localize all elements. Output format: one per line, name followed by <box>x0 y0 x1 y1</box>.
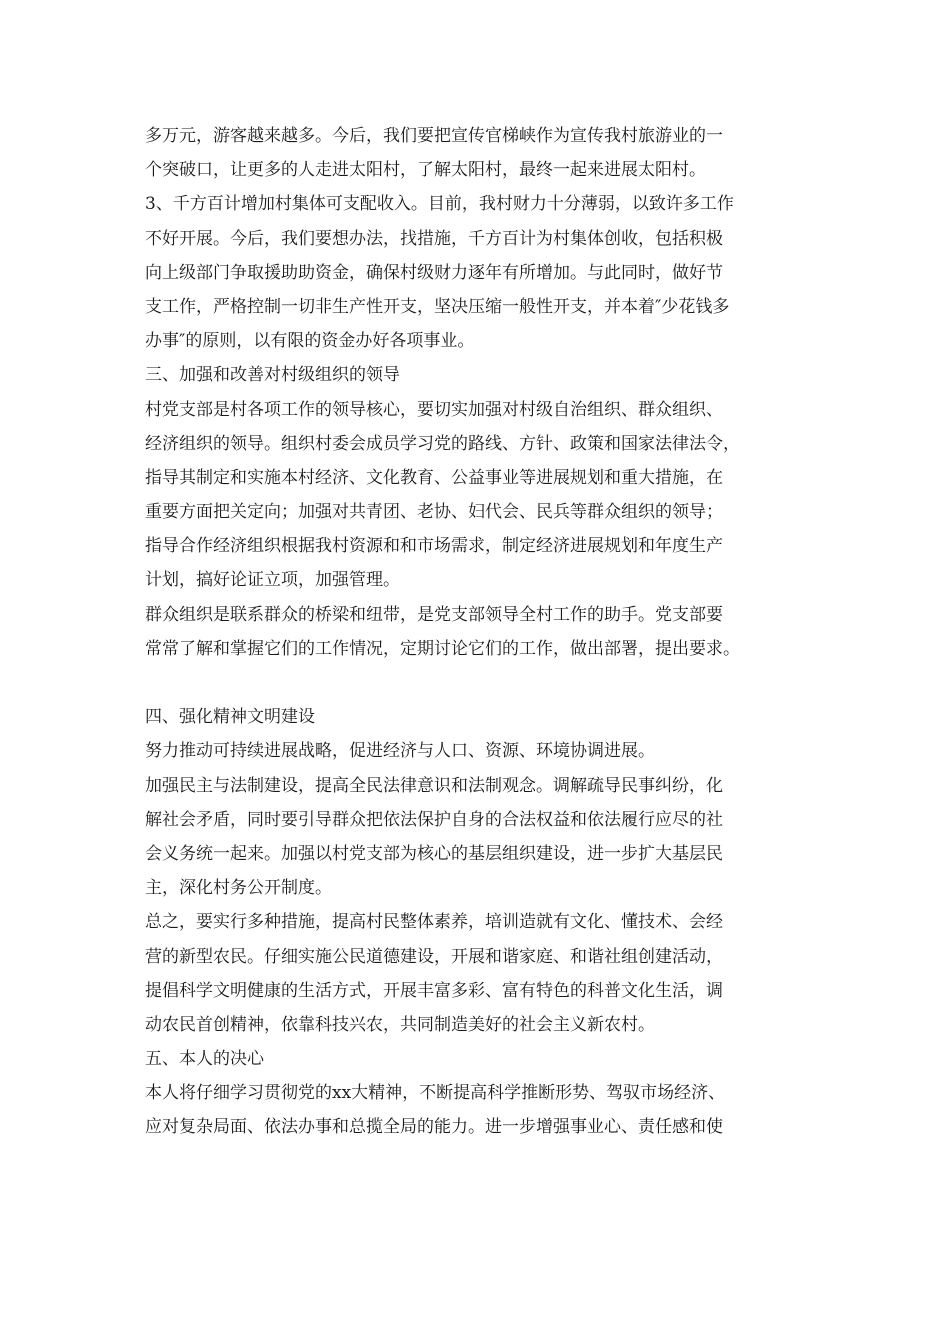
paragraph-line: 办事″的原则，以有限的资金办好各项事业。 <box>145 331 475 352</box>
paragraph-gap <box>145 666 810 700</box>
paragraph-line: 计划，搞好论证立项，加强管理。 <box>145 570 400 591</box>
paragraph-line: 努力推动可持续进展战略，促进经济与人口、资源、环境协调进展。 <box>145 741 655 762</box>
paragraph-line: 3、千方百计增加村集体可支配收入。目前，我村财力十分薄弱，以致许多工作 <box>145 194 734 215</box>
paragraph-line: 村党支部是村各项工作的领导核心，要切实加强对村级自治组织、群众组织、 <box>145 399 723 420</box>
paragraph-line: 提倡科学文明健康的生活方式，开展丰富多彩、富有特色的科普文化生活，调 <box>145 980 723 1001</box>
paragraph-line: 动农民首创精神，依靠科技兴农，共同制造美好的社会主义新农村。 <box>145 1014 655 1035</box>
section-heading: 四、强化精神文明建设 <box>145 707 315 728</box>
paragraph-line: 总之，要实行多种措施，提高村民整体素养，培训造就有文化、懂技术、会经 <box>145 912 723 933</box>
paragraph-line: 常常了解和掌握它们的工作情况，定期讨论它们的工作，做出部署，提出要求。 <box>145 638 740 659</box>
section-heading: 五、本人的决心 <box>145 1049 264 1070</box>
paragraph-line: 会义务统一起来。加强以村党支部为核心的基层组织建设，进一步扩大基层民 <box>145 843 723 864</box>
paragraph-line: 本人将仔细学习贯彻党的xx大精神，不断提高科学推断形势、驾驭市场经济、 <box>145 1083 726 1104</box>
document-body <box>145 119 810 1145</box>
paragraph-line: 群众组织是联系群众的桥梁和纽带，是党支部领导全村工作的助手。党支部要 <box>145 604 723 625</box>
paragraph-line: 营的新型农民。仔细实施公民道德建设，开展和谐家庭、和谐社组创建活动， <box>145 946 723 967</box>
paragraph-line: 重要方面把关定向；加强对共青团、老协、妇代会、民兵等群众组织的领导； <box>145 502 723 523</box>
paragraph-line: 指导其制定和实施本村经济、文化教育、公益事业等进展规划和重大措施，在 <box>145 467 723 488</box>
paragraph-line: 向上级部门争取援助助资金，确保村级财力逐年有所增加。与此同时，做好节 <box>145 262 723 283</box>
paragraph-line: 应对复杂局面、依法办事和总揽全局的能力。进一步增强事业心、责任感和使 <box>145 1117 723 1138</box>
paragraph-line: 多万元，游客越来越多。今后，我们要把宣传官梯峡作为宣传我村旅游业的一 <box>145 126 723 146</box>
paragraph-line: 解社会矛盾，同时要引导群众把依法保护自身的合法权益和依法履行应尽的社 <box>145 809 723 830</box>
paragraph-line: 经济组织的领导。组织村委会成员学习党的路线、方针、政策和国家法律法令， <box>145 433 740 454</box>
paragraph-line: 指导合作经济组织根据我村资源和和市场需求，制定经济进展规划和年度生产 <box>145 536 723 557</box>
paragraph-line: 主，深化村务公开制度。 <box>145 878 332 899</box>
paragraph-line: 加强民主与法制建设，提高全民法律意识和法制观念。调解疏导民事纠纷，化 <box>145 775 723 796</box>
section-heading: 三、加强和改善对村级组织的领导 <box>145 365 400 386</box>
paragraph-line: 个突破口，让更多的人走进太阳村，了解太阳村，最终一起来进展太阳村。 <box>145 160 706 181</box>
paragraph-line: 支工作，严格控制一切非生产性开支，坚决压缩一般性开支，并本着″少花钱多 <box>145 296 730 317</box>
paragraph-line: 不好开展。今后，我们要想办法，找措施，千方百计为村集体创收，包括积极 <box>145 228 723 249</box>
